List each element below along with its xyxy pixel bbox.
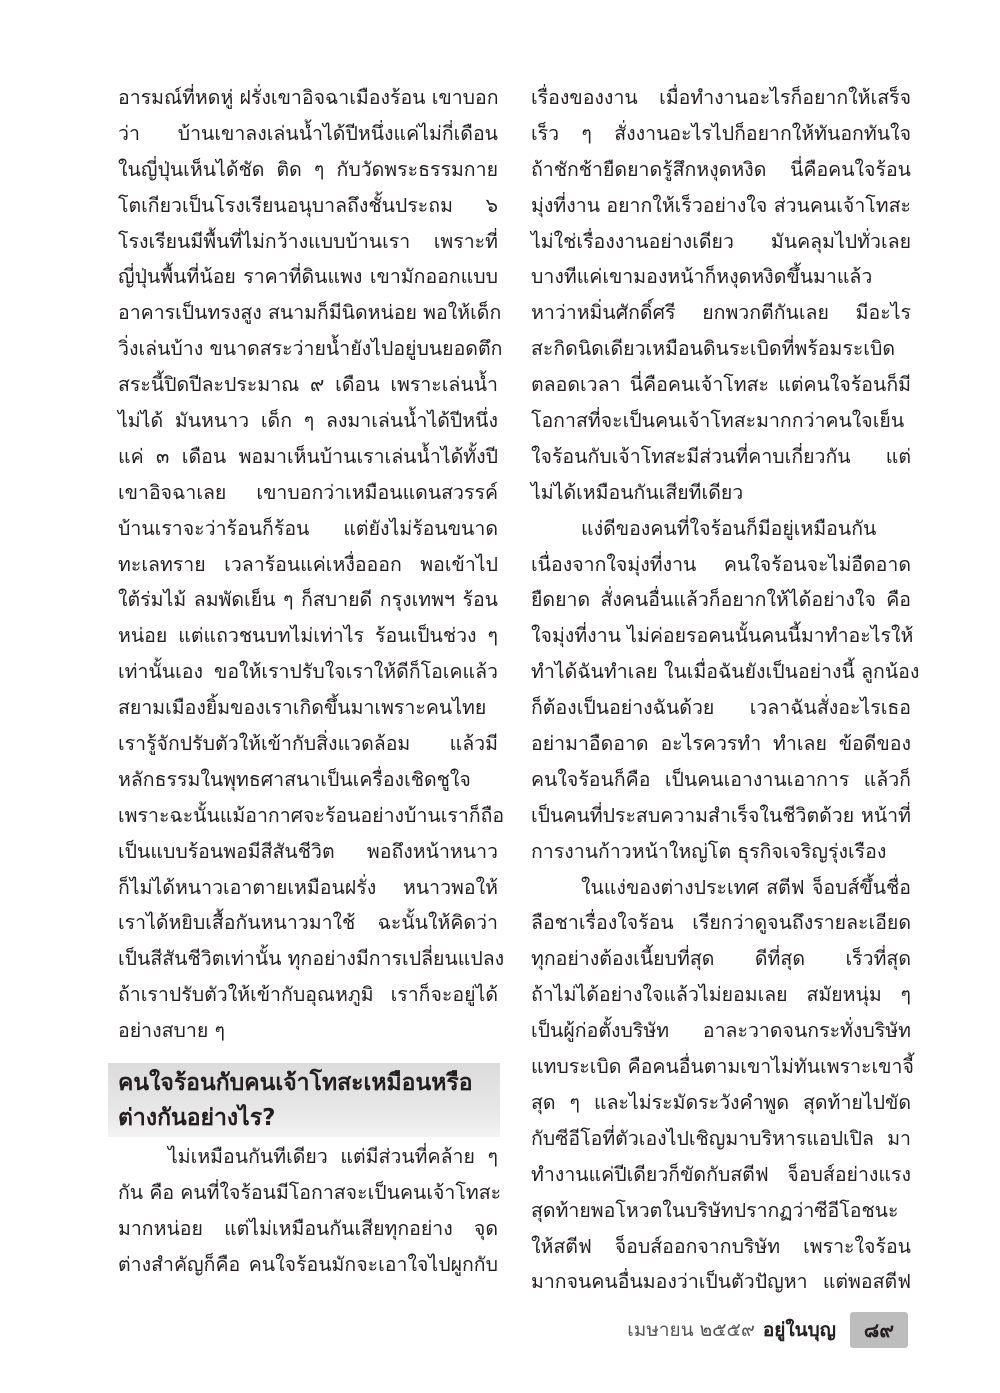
body-line: เรารู้จักปรับตัวให้เข้ากับสิ่งแวดล้อม แล้วมี (118, 732, 498, 756)
body-line: เขาอิจฉาเลย เขาบอกว่าเหมือนแดนสวรรค์ (118, 480, 498, 504)
body-line: ทำได้ฉันทำเลย ในเมื่อฉันยังเป็นอย่างนี้ ลูกน้อง (531, 660, 920, 684)
body-line: เพราะฉะนั้นแม้อากาศจะร้อนอย่างบ้านเราก็ถือ (118, 803, 505, 827)
body-line: กัน คือ คนที่ใจร้อนมีโอกาสจะเป็นคนเจ้าโทสะ (118, 1180, 502, 1204)
body-line: มากจนคนอื่นมองว่าเป็นตัวปัญหา แต่พอสตีฟ (531, 1270, 911, 1294)
body-line: อย่ามาอืดอาด อะไรควรทำ ทำเลย ข้อดีของ (531, 732, 911, 756)
body-line: ใจมุ่งที่งาน ไม่ค่อยรอคนนั้นคนนี้มาทำอะไรให้ (531, 624, 914, 648)
body-line: ว่า บ้านเขาลงเล่นน้ำได้ปีหนึ่งแค่ไม่กี่เดือน (118, 121, 498, 145)
body-line: ยืดยาด สั่งคนอื่นแล้วก็อยากให้ได้อย่างใจ คือ (531, 588, 911, 612)
page-number: ๘๙ (850, 1312, 908, 1348)
body-line: อาคารเป็นทรงสูง สนามก็มีนิดหน่อย พอให้เด็ก (118, 301, 502, 325)
body-line: ถ้าไม่ได้อย่างใจแล้วไม่ยอมเลย สมัยหนุ่ม ๆ (531, 983, 911, 1007)
body-line: ในญี่ปุ่นเห็นได้ชัด ติด ๆ กับวัดพระธรรมกาย (118, 157, 498, 181)
body-line: สะกิดนิดเดียวเหมือนดินระเบิดที่พร้อมระเบิด (531, 337, 896, 361)
body-line: เนื่องจากใจมุ่งที่งาน คนใจร้อนจะไม่อืดอาด (531, 552, 911, 576)
body-line: วิ่งเล่นบ้าง ขนาดสระว่ายน้ำยังไปอยู่บนยอดตึก (118, 337, 503, 361)
body-line: ไม่ใช่เรื่องงานอย่างเดียว มันคลุมไปทั่วเลย (531, 229, 911, 253)
body-line: หลักธรรมในพุทธศาสนาเป็นเครื่องเชิดชูใจ (118, 767, 471, 791)
body-line: เป็นสีสันชีวิตเท่านั้น ทุกอย่างมีการเปลี่ยนแปลง (118, 947, 505, 971)
body-line: แง่ดีของคนที่ใจร้อนก็มีอยู่เหมือนกัน (581, 516, 877, 540)
body-line: ต่างสำคัญก็คือ คนใจร้อนมักจะเอาใจไปผูกกับ (118, 1252, 498, 1276)
body-line: สยามเมืองยิ้มของเราเกิดขึ้นมาเพราะคนไทย (118, 696, 487, 720)
body-line: ในแง่ของต่างประเทศ สตีฟ จ็อบส์ขึ้นชื่อ (581, 875, 911, 899)
body-line: ใต้ร่มไม้ ลมพัดเย็น ๆ ก็สบายดี กรุงเทพฯ ร้อน (118, 588, 498, 612)
body-line: ไม่ได้ มันหนาว เด็ก ๆ ลงมาเล่นน้ำได้ปีหนึ่ง (118, 409, 498, 433)
body-line: โตเกียวเป็นโรงเรียนอนุบาลถึงชั้นประถม ๖ (118, 193, 498, 217)
body-line: ถ้าชักช้ายืดยาดรู้สึกหงุดหงิด นี่คือคนใจร้อน (531, 157, 911, 181)
body-line: ทำงานแค่ปีเดียวก็ขัดกับสตีฟ จ็อบส์อย่างแรง (531, 1162, 911, 1186)
body-line: ลือชาเรื่องใจร้อน เรียกว่าดูจนถึงรายละเอียด (531, 911, 911, 935)
body-line: ทะเลทราย เวลาร้อนแค่เหงื่อออก พอเข้าไป (118, 552, 498, 576)
body-line: เราได้หยิบเสื้อกันหนาวมาใช้ ฉะนั้นให้คิดว่า (118, 911, 498, 935)
body-line: เป็นคนที่ประสบความสำเร็จในชีวิตด้วย หน้าที่ (531, 803, 911, 827)
body-line: กับซีอีโอที่ตัวเองไปเชิญมาบริหารแอปเปิล มา (531, 1126, 911, 1150)
body-line: เรื่องของงาน เมื่อทำงานอะไรก็อยากให้เสร็จ (531, 86, 911, 109)
body-line: สุด ๆ และไม่ระมัดระวังคำพูด สุดท้ายไปขัด (531, 1090, 911, 1114)
section-heading-line: คนใจร้อนกับคนเจ้าโทสะเหมือนหรือ (118, 1070, 473, 1096)
body-line: ให้สตีฟ จ็อบส์ออกจากบริษัท เพราะใจร้อน (531, 1234, 911, 1258)
body-line: เร็ว ๆ สั่งงานอะไรไปก็อยากให้ทันอกทันใจ (531, 121, 911, 145)
body-line: หาว่าหมิ่นศักดิ์ศรี ยกพวกตีกันเลย มีอะไร (531, 301, 911, 325)
magazine-title: อยู่ในบุญ (762, 1319, 836, 1341)
body-line: บ้านเราจะว่าร้อนก็ร้อน แต่ยังไม่ร้อนขนาด (118, 516, 498, 540)
body-line: ไม่ได้เหมือนกันเสียทีเดียว (531, 480, 744, 504)
body-line: ตลอดเวลา นี่คือคนเจ้าโทสะ แต่คนใจร้อนก็มี (531, 373, 911, 397)
section-heading-line: ต่างกันอย่างไร? (118, 1105, 276, 1131)
body-line: ทุกอย่างต้องเนี้ยบที่สุด ดีที่สุด เร็วที่สุด (531, 947, 911, 971)
page-footer (627, 1315, 908, 1345)
body-line: แทบระเบิด คือคนอื่นตามเขาไม่ทันเพราะเขาจี้ (531, 1055, 914, 1079)
body-line: คนใจร้อนก็คือ เป็นคนเอางานเอาการ แล้วก็ (531, 767, 911, 791)
body-line: ไม่เหมือนกันทีเดียว แต่มีส่วนที่คล้าย ๆ (168, 1145, 498, 1168)
body-line: สระนี้ปิดปีละประมาณ ๙ เดือน เพราะเล่นน้ำ (118, 373, 498, 397)
body-line: สุดท้ายพอโหวตในบริษัทปรากฏว่าซีอีโอชนะ (531, 1198, 899, 1222)
body-line: ก็ไม่ได้หนาวเอาตายเหมือนฝรั่ง หนาวพอให้ (118, 875, 498, 899)
body-line: บางทีแค่เขามองหน้าก็หงุดหงิดขึ้นมาแล้ว (531, 265, 873, 289)
left-column (118, 80, 505, 1049)
body-line: มุ่งที่งาน อยากให้เร็วอย่างใจ ส่วนคนเจ้าโทสะ (531, 193, 911, 217)
body-line: ใจร้อนกับเจ้าโทสะมีส่วนที่คาบเกี่ยวกัน แต่ (531, 444, 911, 468)
body-line: ก็ต้องเป็นอย่างฉันด้วย เวลาฉันสั่งอะไรเธอ (531, 696, 911, 720)
body-line: อารมณ์ที่หดหู่ ฝรั่งเขาอิจฉาเมืองร้อน เขาบอก (118, 86, 499, 109)
section-heading (118, 1066, 498, 1136)
body-line: เท่านั้นเอง ขอให้เราปรับใจเราให้ดีก็โอเคแล้ว (118, 660, 498, 684)
body-line: มากหน่อย แต่ไม่เหมือนกันเสียทุกอย่าง จุด (118, 1216, 498, 1240)
body-line: หน่อย แต่แถวชนบทไม่เท่าไร ร้อนเป็นช่วง ๆ (118, 624, 498, 648)
right-column (531, 80, 920, 1300)
body-line: ญี่ปุ่นพื้นที่น้อย ราคาที่ดินแพง เขามักออกแบบ (118, 265, 498, 289)
body-line: แค่ ๓ เดือน พอมาเห็นบ้านเราเล่นน้ำได้ทั้งปี (118, 444, 498, 468)
left-column-after-heading (118, 1139, 502, 1283)
body-line: เป็นแบบร้อนพอมีสีสันชีวิต พอถึงหน้าหนาว (118, 839, 498, 863)
body-line: โรงเรียนมีพื้นที่ไม่กว้างแบบบ้านเรา เพราะที่ (118, 229, 498, 253)
body-line: โอกาสที่จะเป็นคนเจ้าโทสะมากกว่าคนใจเย็น (531, 409, 905, 433)
body-line: อย่างสบาย ๆ (118, 1019, 225, 1043)
body-line: การงานก้าวหน้าใหญ่โต ธุรกิจเจริญรุ่งเรือง (531, 839, 887, 863)
body-line: เป็นผู้ก่อตั้งบริษัท อาละวาดจนกระทั่งบริษัท (531, 1019, 911, 1043)
issue-date: เมษายน ๒๕๕๙ (627, 1319, 755, 1341)
body-line: ถ้าเราปรับตัวให้เข้ากับอุณหภูมิ เราก็จะอยู่ได้ (118, 983, 498, 1007)
